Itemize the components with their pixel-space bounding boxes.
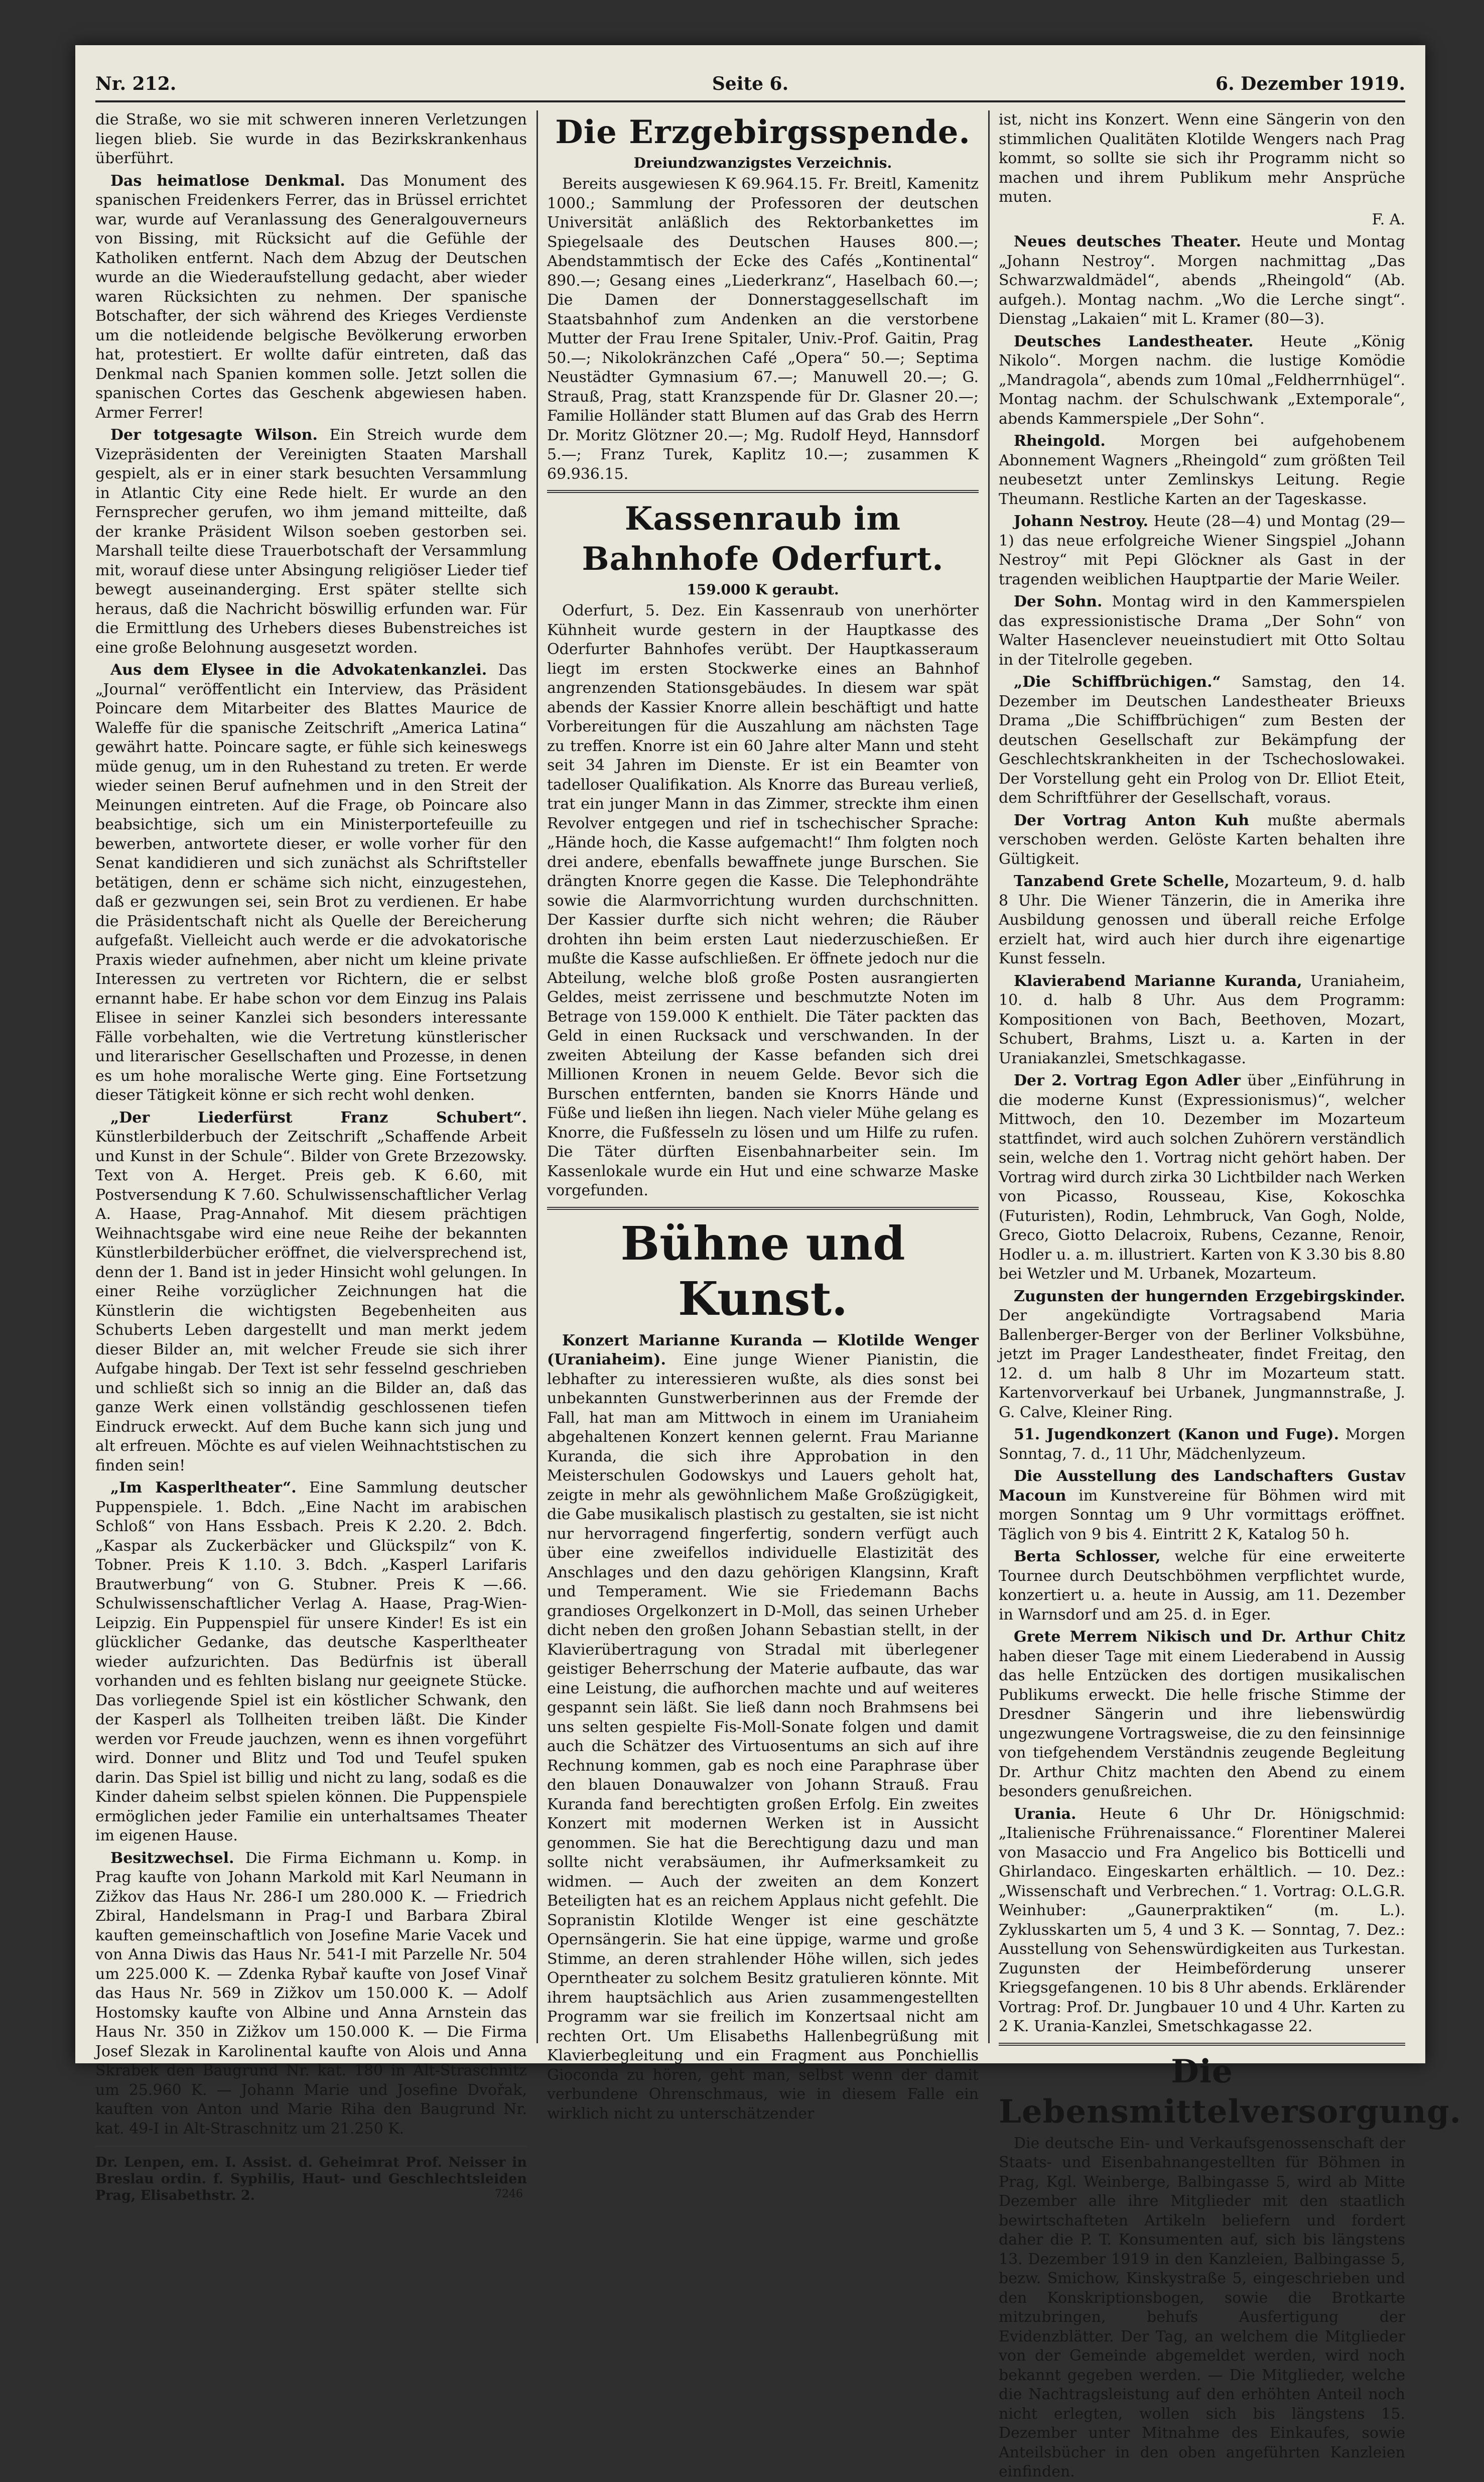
article-denkmal	[95, 172, 527, 423]
article-heading: Aus dem Elysee in die Advokatenkanzlei.	[110, 661, 487, 679]
article-kassenraub: Oderfurt, 5. Dez. Ein Kassenraub von unerhörter Kühnheit wurde gestern in der Hauptkasse des Oderfurter Bahnhofes verübt. Der Hauptkasseraum liegt im ersten Stockwerke eines an Bahnhof angrenzenden Stationsgebäudes. In diesem war spät abends der Kassier Knorre allein beschäftigt und hatte Vorbereitungen für die Auszahlung am nächsten Tage zu treffen. Knorre ist ein 60 Jahre alter Mann und steht seit 34 Jahren im Dienste. Er ist ein Beamter von tadelloser Qualifikation. Als Knorre das Bureau verließ, trat ein junger Mann in das Zimmer, streckte ihm einen Revolver entgegen und rief in tschechischer Sprache: „Hände hoch, die Kasse aufgemacht!“ Ihm folgten noch drei andere, ebenfalls bewaffnete junge Burschen. Sie drängten Knorre gegen die Kasse. Die Telephondrähte sowie die Alarmvorrichtung wurden durchschnitten. Der Kassier durfte sich nicht wehren; die Räuber drohten ihn beim ersten Laut niederzuschießen. Er mußte die Kasse aufschließen. Er öffnete jedoch nur die Abteilung, welche bloß große Posten ausrangierten Geldes, meist zerrissene und beschmutzte Noten im Betrage von 159.000 K enthielt. Die Täter packten das Geld in einen Rucksack und verschwanden. In der zweiten Abteilung der Kasse befanden sich drei Millionen Kronen in neuem Gelde. Bevor sich die Burschen entfernten, banden sie Knorrs Hände und Füße und ließen ihn liegen. Nach vieler Mühe gelang es Knorre, die Fußfesseln zu lösen und um Hilfe zu rufen. Die Täter dürften Eisenbahnarbeiter sein. Im Kassenlokale wurde ein Hut und eine schwarze Maske vorgefunden.	[547, 602, 979, 1199]
headline-erzgebirgsspende: Die Erzgebirgsspende.	[555, 113, 971, 151]
notice-heading: Johann Nestroy.	[1014, 513, 1149, 530]
notice-body: Montag wird in den Kammerspielen das expressionistische Drama „Der Sohn“ von Walter Hasenclever neueinstudiert mit Otto Soltau in der Titelrolle gegeben.	[999, 593, 1405, 669]
signature: F. A.	[1372, 210, 1405, 228]
notice-body: im Kunstvereine für Böhmen wird mit morgen Sonntag um 9 Uhr vormittags eröffnet. Täglich von 9 bis 4. Eintritt 2 K, Katalog 50 h.	[999, 1486, 1405, 1543]
issue-date: 6. Dezember 1919.	[1216, 73, 1405, 94]
headline-lebensmittelversorgung: Die Lebensmittelversorgung.	[999, 2052, 1461, 2131]
notice-heading: „Die Schiffbrüchigen.“	[1014, 673, 1221, 691]
issue-number: Nr. 212.	[95, 73, 177, 94]
notice-schiffbruechigen	[999, 673, 1405, 808]
notice-rheingold	[999, 432, 1405, 509]
article-schubert	[95, 1108, 527, 1476]
notice-body: Der angekündigte Vortragsabend Maria Ballenberger-Berger von der Berliner Volksbühne, jetzt im Prager Landestheater, findet Freitag, den 12. d. um halb 8 Uhr im Mozarteum statt. Kartenvorverkauf bei Urbanek, Jungmannstraße, J. G. Calve, Kleiner Ring.	[999, 1307, 1405, 1421]
notice-heading: Klavierabend Marianne Kuranda,	[1014, 972, 1302, 990]
divider	[95, 2146, 527, 2147]
article-elysee	[95, 661, 527, 1105]
notice-jugendkonzert	[999, 1425, 1405, 1464]
article-heading: „Im Kasperltheater“.	[110, 1479, 297, 1497]
notice-heading: Berta Schlosser,	[1014, 1548, 1161, 1565]
notice-body: Heute 6 Uhr Dr. Hönigschmid: „Italienische Frührenaissance.“ Florentiner Malerei von Masaccio und Fra Angelico bis Botticelli und Ghirlandaco. Eingeskarten erhältlich. — 10. Dez.: „Wissenschaft und Verbrechen.“ 1. Vortrag: O.L.G.R. Weinhuber: „Gaunerpraktiken“ (m. L.). Zyklusskarten um 5, 4 und 3 K. — Sonntag, 7. Dez.: Ausstellung von Sehenswürdigkeiten aus Turkestan. Zugunsten der Heimbeförderung unserer Kriegsgefangenen. 10 bis 8 Uhr abends. Erklärender Vortrag: Prof. Dr. Jungbauer 10 und 4 Uhr. Karten zu 2 K. Urania-Kanzlei, Smetschkagasse 22.	[999, 1805, 1405, 2035]
notice-merrem-chitz	[999, 1628, 1405, 1802]
notice-neues-theater	[999, 232, 1405, 329]
article-kasperltheater	[95, 1478, 527, 1846]
notice-body: haben dieser Tage mit einem Liederabend in Aussig das helle Entzücken des dortigen musikalischen Publikums erweckt. Die helle frische Stimme der Dresdner Sängerin und ihre liebenswürdig ungezwungene Vortragsweise, die zu den feinsinnige von tiefgehendem Verständnis zeugende Begleitung Dr. Arthur Chitz machten den Abend zu einem besonders genußreichen.	[999, 1647, 1405, 1800]
advertisement	[95, 2154, 527, 2204]
divider	[547, 1207, 979, 1210]
notice-heading: Deutsches Landestheater.	[1014, 332, 1254, 350]
notice-body: mußte abermals verschoben werden. Gelöste Karten behalten ihre Gültigkeit.	[999, 811, 1405, 868]
divider	[547, 490, 979, 493]
notice-erzgebirgskinder	[999, 1287, 1405, 1423]
notice-heading: Der 2. Vortrag Egon Adler	[1014, 1072, 1241, 1089]
notice-heading: Urania.	[1014, 1805, 1076, 1823]
article-body: Künstlerbilderbuch der Zeitschrift „Schaffende Arbeit und Kunst in der Schule“. Bilder von Grete Brzezowsky. Text von A. Herget. Preis geb. K 6.60, mit Postversendung K 7.60. Schulwissenschaftlicher Verlag A. Haase, Prag-Annahof. Mit diesem prächtigen Weihnachtsgabe wird eine neue Reihe der bekannten Künstlerbilderbücher eröffnet, die vielversprechend ist, denn der 1. Band ist in jeder Hinsicht wohl gelungen. In einer Reihe vorzüglicher Zeichnungen hat die Künstlerin die wichtigsten Begebenheiten aus Schuberts Leben dargestellt und man merkt jedem dieser Bilder an, mit welcher Freude sie sich ihrer Aufgabe hingab. Der Text ist sehr fesselnd geschrieben und schließt sich so innig an die Bilder an, daß das ganze Werk einen vollständig geschlossenen tiefen Eindruck erweckt. Auf dem Buche kann sich jung und alt erfreuen. Möchte es auf vielen Weihnachtstischen zu finden sein!	[95, 1128, 527, 1474]
notice-heading: Der Sohn.	[1014, 593, 1103, 610]
notice-body: welche für eine erweiterte Tournee durch Deutschböhmen verpflichtet wurde, konzertiert u. a. heute in Aussig, am 11. Dezember in Warnsdorf und am 25. d. in Eger.	[999, 1548, 1405, 1624]
article-heading: Konzert Marianne Kuranda — Klotilde Wenger (Uraniaheim).	[547, 1331, 979, 1369]
article-heading: Besitzwechsel.	[110, 1849, 234, 1867]
article-heading: Der totgesagte Wilson.	[110, 426, 318, 444]
notice-schlosser	[999, 1547, 1405, 1625]
notice-klavierabend	[999, 972, 1405, 1069]
article-body: Das „Journal“ veröffentlicht ein Interview, das Präsident Poincare dem Mitarbeiter des Blattes Maurice de Waleffe für die spanische Zeitschrift „America Latina“ gewährt hatte. Poincare sagte, er fühle sich keineswegs müde genug, um in den Ruhestand zu treten. Er werde wieder seinen Beruf aufnehmen und in den Streit der Meinungen eintreten. Auf die Frage, ob Poincare also beabsichtige, sich um ein Ministerportefeuille zu bewerben, antwortete dieser, er wolle vorher für den Senat kandidieren und sich zunächst als Schriftsteller betätigen, denn er schäme sich nicht, einzugestehen, daß er gezwungen sei, sein Brot zu verdienen. Er habe die Präsidentschaft nicht als Quelle der Bereicherung aufgefaßt. Vielleicht auch werde er die advokatorische Praxis wieder aufnehmen, aber nicht um kleine private Interessen zu vertreten vor Richtern, die er selbst ernannt habe. Er habe schon vor dem Einzug ins Palais Elisee in seiner Kanzlei sich besonders interessante Fälle vorbehalten, wie die Vertretung künstlerischer und literarischer Gesellschaften und Prozesse, in denen es um hohe moralische Werte ging. Eine Fortsetzung dieser Tätigkeit könne er sich recht wohl denken.	[95, 661, 527, 1104]
column-1	[95, 110, 527, 2203]
notice-body: Mozarteum, 9. d. halb 8 Uhr. Die Wiener Tänzerin, die in Amerika ihre Ausbildung genossen und überall reiche Erfolge erzielt hat, wird auch hier durch ihre eigenartige Kunst fesseln.	[999, 873, 1406, 967]
article-heading: „Der Liederfürst Franz Schubert“.	[110, 1108, 527, 1127]
notice-body: über „Einführung in die moderne Kunst (Expressionismus)“, welcher Mittwoch, den 10. Dezember im Mozarteum stattfindet, wird auch solchen Zuhörern verständlich sein, welche den 1. Vortrag nicht gehört haben. Der Vortrag wird durch zirka 30 Lichtbilder nach Werken von Picasso, Rousseau, Kise, Kokoschka (Futuristen), Rodin, Lehmbruck, Van Gogh, Nolde, Greco, Giotto Delacroix, Rubens, Cezanne, Renoir, Hodler u. a. m. illustriert. Karten von K 3.30 bis 8.80 bei Wetzler und M. Urbanek, Mozarteum.	[999, 1072, 1405, 1283]
article-continuation: die Straße, wo sie mit schweren inneren Verletzungen liegen blieb. Sie wurde in das Bezirkskrankenhaus überführt.	[95, 111, 527, 167]
article-body: Eine junge Wiener Pianistin, die lebhafter zu interessieren wußte, als dies sonst bei unbekannten Gunstwerberinnen aus der Fremde der Fall, hat man am Mittwoch in einem im Uraniaheim abgehaltenen Konzert kennen gelernt. Frau Marianne Kuranda, die sich ihre Approbation in den Meisterschulen Godowskys und Lauers geholt hat, zeigte in mehr als gewöhnlichem Maße Großzügigkeit, die Gabe musikalisch plastisch zu gestalten, sie ist nicht nur hervorragend fingerfertig, sondern verfügt auch über eine zweifellos individuelle Elastizität des Anschlages und den dazu gehörigen Klangsinn, Kraft und Temperament. Wie sie Friedemann Bachs grandioses Orgelkonzert in D-Moll, das seinen Urheber dicht neben den großen Johann Sebastian stellt, in der Klavierübertragung von Stradal mit überlegener geistiger Beherrschung der Materie aufbaute, das war eine Leistung, die aufhorchen machte und auf weiteres gespannt sein läßt. Sie ließ dann noch Brahmsens bei uns selten gespielte Fis-Moll-Sonate folgen und damit auch die Schätzer des Virtuosentums an sich auf ihre Rechnung kommen, gab es noch eine Paraphrase über den blauen Donauwalzer von Johann Strauß. Frau Kuranda fand berechtigten großen Erfolg. Ein zweites Konzert mit modernen Werken ist in Aussicht genommen. Sie hat die Berechtigung dazu und man sollte nicht verabsäumen, ihr Aufmerksamkeit zu widmen. — Auch der zweiten an dem Konzert Beteiligten hat es an reichem Applaus nicht gefehlt. Die Sopranistin Klotilde Wenger ist eine geschätzte Opernsängerin. Sie hat eine üppige, warme und große Stimme, an deren strahlender Höhe willen, sich jedes Operntheater zu solchem Besitz gratulieren könnte. Mit ihrem hauptsächlich aus Arien zusammengestellten Programm war sie freilich im Konzertsaal nicht am rechten Ort. Um Elisabeths Hallenbegrüßung mit Klavierbegleitung und ein Fragment aus Ponchiellis Gioconda zu hören, geht man, selbst wenn der damit verbundene Ohrenschmaus, wie in diesem Falle ein wirklich nicht zu unterschätzender	[547, 1351, 979, 2123]
article-body: Eine Sammlung deutscher Puppenspiele. 1. Bdch. „Eine Nacht im arabischen Schloß“ von Hans Essbach. Preis K 2.20. 2. Bdch. „Kaspar als Zuckerbäcker und Glückspilz“ von K. Tobner. Preis K 1.10. 3. Bdch. „Kasperl Larifaris Brautwerbung“ von G. Stubner. Preis K —.66. Schulwissenschaftlicher Verlag A. Haase, Prag-Wien-Leipzig. Ein Puppenspiel für unsere Kinder! Es ist ein glücklicher Gedanke, das deutsche Kasperltheater wieder aufzurichten. Das Bedürfnis ist überall vorhanden und es fehlten bislang nur geeignete Stücke. Das vorliegende Spiel ist ein köstlicher Schwank, den der Kasperl als Tollheiten treiben läßt. Die Kinder werden vor Freude jauchzen, wenn es ihnen vorgeführt wird. Donner und Blitz und Tod und Teufel spuken darin. Das Spiel ist billig und nicht zu lang, sodaß es die Kinder daheim selbst spielen können. Die Puppenspiele ermöglichen jeder Familie ein unterhaltsames Theater im eigenen Hause.	[95, 1479, 527, 1844]
page-header	[95, 70, 1405, 102]
notice-body: Heute „König Nikolo“. Morgen nachm. die lustige Komödie „Mandragola“, abends zum 10mal „Feldherrnhügel“. Montag nachm. der Schulschwank „Extemporale“, abends Kammerspiele „Der Sohn“.	[999, 332, 1405, 428]
subheadline: 159.000 K geraubt.	[687, 581, 839, 598]
notice-landestheater	[999, 332, 1405, 429]
notice-heading: Zugunsten der hungernden Erzgebirgskinder.	[1014, 1287, 1405, 1305]
notice-heading: 51. Jugendkonzert (Kanon und Fuge).	[1014, 1426, 1339, 1443]
notice-body: Morgen bei aufgehobenem Abonnement Wagners „Rheingold“ zum größten Teil neubesetzt unter Zemlinskys Leitung. Regie Theumann. Restliche Karten an der Tageskasse.	[999, 432, 1405, 508]
notice-heading: Neues deutsches Theater.	[1014, 233, 1242, 251]
article-body: Ein Streich wurde dem Vizepräsidenten der Vereinigten Staaten Marshall gespielt, als er in einer stark besuchten Versammlung in Atlantic City eine Rede hielt. Er wurde an den Fernsprecher gerufen, wo ihm jemand mitteilte, daß der kranke Präsident Wilson soeben gestorben sei. Marshall teilte diese Trauerbotschaft der Versammlung mit, worauf diese unter Absingung religiöser Lieder tief bewegt auseinanderging. Erst später stellte sich heraus, daß die Nachricht böswillig erfunden war. Für die Ermittlung des Urhebers dieses Bubenstreiches ist eine große Belohnung ausgesetzt worden.	[95, 426, 527, 657]
page-number: Seite 6.	[712, 73, 789, 94]
article-body: Das Monument des spanischen Freidenkers Ferrer, das in Brüssel errichtet war, wurde auf Veranlassung des Generalgouverneurs von Bissing, mit Rücksicht auf die Gefühle der Katholiken entfernt. Nach dem Abzug der Deutschen wurde an die Wiederaufstellung gedacht, aber wieder waren Rücksichten zu nehmen. Der spanische Botschafter, der sich während des Krieges Verdienste um die notleidende belgische Bevölkerung erworben hat, protestiert. Er wollte dafür eintreten, daß das Denkmal nach Spanien kommen solle. Jetzt sollen die spanischen Cortes das Geschenk abgewiesen haben. Armer Ferrer!	[95, 172, 527, 422]
notice-heading: Die Ausstellung des Landschafters Gustav Macoun	[999, 1467, 1405, 1505]
article-body: Die Firma Eichmann u. Komp. in Prag kaufte von Johann Markold mit Karl Neumann in Zižkov das Haus Nr. 286-I um 280.000 K. — Friedrich Zbiral, Handelsmann in Prag-I und Barbara Zbiral kauften gemeinschaftlich von Josefine Marie Vacek und von Anna Diwis das Haus Nr. 541-I mit Parzelle Nr. 504 um 225.000 K. — Zdenka Rybař kaufte von Josef Vinař das Haus Nr. 569 in Zižkov um 150.000 K. — Adolf Hostomsky kaufte von Albine und Anna Arnstein das Haus Nr. 350 in Zižkov um 150.000 K. — Die Firma Josef Slezak in Karolinental kaufte von Alois und Anna Skrabek den Baugrund Nr. kat. 180 in Alt-Straschnitz um 25.960 K. — Johann Marie und Josefine Dvořak, kauften von Anton und Marie Riha den Baugrund Nr. kat. 49-I in Alt-Straschnitz um 21.250 K.	[95, 1849, 527, 2138]
notice-vortrag-adler	[999, 1071, 1405, 1284]
article-konzert	[547, 1331, 979, 2124]
article-heading: Das heimatlose Denkmal.	[110, 172, 345, 190]
notice-body: Uraniaheim, 10. d. halb 8 Uhr. Aus dem Programm: Kompositionen von Bach, Beethoven, Mozart, Schubert, Brahms, Liszt u. a. Karten in der Uraniakanzlei, Smetschkagasse.	[999, 972, 1405, 1067]
notice-heading: Rheingold.	[1014, 432, 1106, 450]
notice-body: Heute und Montag „Johann Nestroy“. Morgen nachmittag „Das Schwarzwaldmädel“, abends „Rheingold“ (Ab. aufgeh.). Montag nachm. „Wo die Lerche singt“. Dienstag „Lakaien“ mit L. Kramer (80—3).	[999, 233, 1405, 328]
notice-body: Samstag, den 14. Dezember im Deutschen Landestheater Brieuxs Drama „Die Schiffbrüchigen“ zum Besten der deutschen Gesellschaft zur Bekämpfung der Geschlechtskrankheiten in der Tschechoslowakei. Der Vorstellung geht ein Prolog von Dr. Elliot Eteit, dem Schriftführer der Gesellschaft, voraus.	[999, 673, 1405, 807]
column-3	[999, 110, 1461, 2480]
notice-body: Morgen Sonntag, 7. d., 11 Uhr, Mädchenlyzeum.	[999, 1426, 1405, 1463]
column-rule-1	[536, 110, 538, 2043]
divider	[999, 2043, 1405, 2046]
column-2	[547, 110, 979, 2123]
ad-text: Dr. Lenpen, em. I. Assist. d. Geheimrat Prof. Neisser in Breslau ordin. f. Syphilis, Haut- und Geschlechtsleiden Prag, Elisabethstr. 2.	[95, 2155, 527, 2203]
notice-tanzabend	[999, 872, 1405, 969]
article-wilson	[95, 426, 527, 658]
subheadline: Dreiundzwanzigstes Verzeichnis.	[633, 155, 892, 171]
article-lebensmittel: Die deutsche Ein- und Verkaufsgenossenschaft der Staats- und Eisenbahnangestellten für Böhmen in Prag, Kgl. Weinberge, Balbingasse 5, wird ab Mitte Dezember alle ihre Mitglieder mit den staatlich bewirtschafteten Artikeln beliefern und fordert daher die P. T. Konsumenten auf, sich bis längstens 13. Dezember 1919 in den Kanzleien, Balbingasse 5, bezw. Smichow, Kinskystraße 5, eingeschrieben und den Konskriptionsbogen, sowie die Brotkarte mitzubringen, behufs Ausfertigung der Evidenzblätter. Der Tag, an welchem die Mitglieder von der Gemeinde abgemeldet werden, wird noch bekannt gegeben werden. — Die Mitglieder, welche die Nachtragsleistung auf den erhöhten Anteil noch nicht erlegten, wollen sich bis längstens 15. Dezember unter Mitnahme des Einkaufes, sowie Anteilsbücher in den oben angeführten Kanzleien einfinden.	[999, 2134, 1405, 2480]
notice-heading: Der Vortrag Anton Kuh	[1014, 811, 1250, 829]
article-continuation: ist, nicht ins Konzert. Wenn eine Sängerin von den stimmlichen Qualitäten Klotilde Wengers nach Prag kommt, so sollte sie sich ihr Programm nicht so machen und ihrem Publikum mehr Ansprüche muten.	[999, 111, 1405, 206]
headline-buehne-und-kunst: Bühne und Kunst.	[620, 1216, 905, 1326]
notice-heading: Grete Merrem Nikisch und Dr. Arthur Chitz	[1014, 1628, 1405, 1646]
article-besitzwechsel	[95, 1849, 527, 2139]
notice-body: Heute (28—4) und Montag (29—1) das neue erfolgreiche Wiener Singspiel „Johann Nestroy“ mit Pepi Glöckner als Gast in der tragenden weiblichen Hauptpartie der Marie Weiler.	[999, 513, 1405, 588]
ad-number: 7246	[495, 2187, 523, 2200]
notice-anton-kuh	[999, 811, 1405, 870]
column-rule-2	[988, 110, 990, 2043]
newspaper-page	[75, 45, 1461, 2480]
headline-kassenraub: Kassenraub im Bahnhofe Oderfurt.	[582, 500, 944, 578]
notice-ausstellung	[999, 1467, 1405, 1544]
notice-der-sohn	[999, 592, 1405, 670]
notice-heading: Tanzabend Grete Schelle,	[1014, 873, 1230, 890]
notice-urania	[999, 1805, 1405, 2037]
donation-list: Bereits ausgewiesen K 69.964.15. Fr. Breitl, Kamenitz 1000.; Sammlung der Professoren der deutschen Universität anläßlich des Rektorbankettes im Spiegelsaale des Deutschen Hauses 800.—; Abendstammtisch der Ecke des Cafés „Kontinental“ 890.—; Gesang eines „Liederkranz“, Haselbach 60.—; Die Damen der Donnerstaggesellschaft im Staatsbahnhof zum Andenken an die verstorbene Mutter der Frau Irene Spitaler, Univ.-Prof. Gaitin, Prag 50.—; Nikolokränzchen Café „Opera“ 50.—; Septima Neustädter Gymnasium 67.—; Manuwell 20.—; G. Strauß, Prag, statt Kranzspende für Dr. Glasner 20.—; Familie Holländer statt Blumen auf das Grab des Herrn Dr. Moritz Glötzner 20.—; Mg. Rudolf Heyd, Hannsdorf 5.—; Franz Turek, Kaplitz 10.—; zusammen K 69.936.15.	[547, 175, 979, 483]
notice-nestroy	[999, 512, 1405, 589]
